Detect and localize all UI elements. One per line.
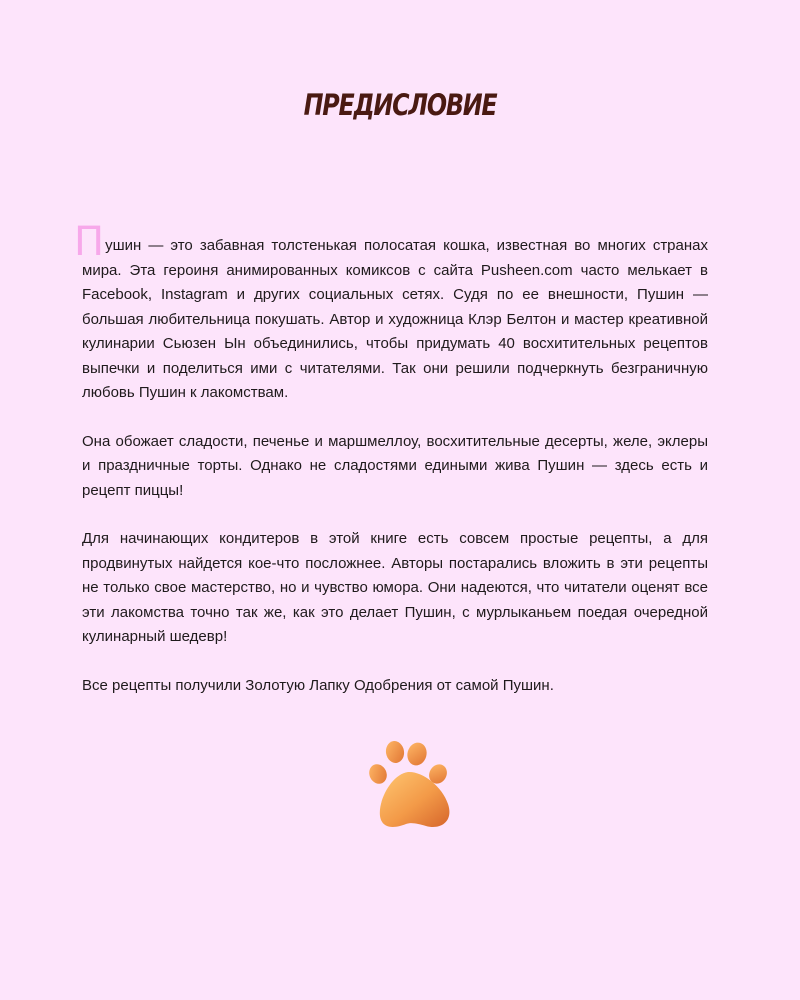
paragraph-2: Она обожает сладости, печенье и маршмеллоу, восхитительные десерты, желе, эклеры и праздничные торты. Однако не сладостями едиными жива Пушин — здесь есть и рецепт пиццы! — [82, 432, 708, 499]
paw-toe-3 — [405, 740, 429, 767]
page-title: ПРЕДИСЛОВИЕ — [303, 88, 497, 122]
paw-toe-2 — [384, 740, 406, 765]
foreword-text — [74, 219, 708, 722]
paragraph-3: Для начинающих кондитеров в этой книге есть совсем простые рецепты, а для продвинутых найдется кое-что посложнее. Авторы постарались вложить в эти рецепты не только свое мастерство, но и чувство юмора. Они надеются, что читатели оценят все эти лакомства точно так же, как это делает Пушин, с мурлыканьем поедая очередной кулинарный шедевр! — [82, 530, 708, 645]
paragraph-4: Все рецепты получили Золотую Лапку Одобрения от самой Пушин. — [82, 676, 554, 694]
drop-cap-letter: П — [74, 219, 105, 265]
paragraph-1-text: ушин — это забавная толстенькая полосатая кошка, известная во многих странах мира. Эта героиня анимированных комиксов с сайта Pusheen.com часто мелькает в Facebook, Instagram и других социальных сетях. Судя по ее внешности, Пушин — большая любительница покушать. Автор и художница Клэр Белтон и мастер креативной кулинарии Сьюзен Ын объединились, чтобы придумать 40 восхитительных рецептов выпечки и поделиться ими с читателями. Так они решили подчеркнуть безграничную любовь Пушин к лакомствам. — [82, 237, 708, 401]
paw-toe-1 — [366, 761, 390, 786]
paragraph-1 — [74, 219, 708, 406]
paw-print-icon — [362, 738, 458, 832]
